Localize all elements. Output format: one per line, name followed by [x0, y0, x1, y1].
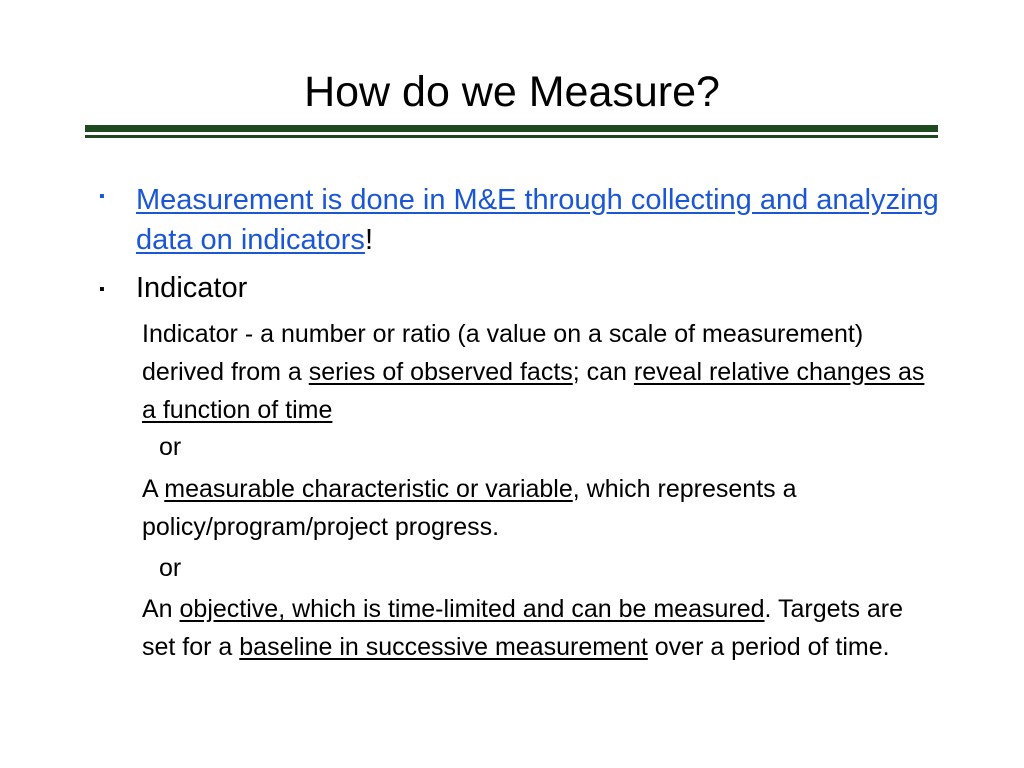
bullet-measurement — [136, 180, 956, 260]
definition-measurable-post: , which represents a policy/program/project progress. — [142, 475, 797, 541]
square-bullet-icon: ▪ — [99, 188, 105, 205]
definition-objective — [142, 590, 942, 666]
definition-indicator — [142, 315, 942, 429]
bullet-indicator: Indicator — [136, 272, 248, 304]
square-bullet-icon: ▪ — [99, 281, 105, 298]
bullet-measurement-trailing: ! — [364, 224, 373, 256]
or-separator: or — [159, 554, 182, 582]
definition-measurable — [142, 470, 942, 546]
slide-title: How do we Measure? — [304, 68, 720, 116]
underlined-observed-facts: series of observed facts — [308, 358, 573, 386]
title-divider-thin — [85, 135, 938, 138]
title-divider-thick — [85, 125, 938, 132]
or-separator: or — [159, 433, 182, 461]
underlined-objective: objective, which is time-limited and can be measured — [179, 595, 765, 623]
definition-indicator-text: Indicator - a number or ratio (a value on a scale of measurement) derived from a — [142, 320, 864, 386]
definition-objective-pre: An — [142, 595, 180, 623]
definition-objective-mid: . Targets are set for a — [142, 595, 904, 661]
underlined-baseline: baseline in successive measurement — [239, 633, 648, 661]
underlined-relative-changes: reveal relative changes as a function of time — [142, 358, 925, 424]
measurement-link[interactable]: Measurement is done in M&E through collecting and analyzing data on indicators — [136, 184, 939, 256]
underlined-measurable-characteristic: measurable characteristic or variable — [164, 475, 573, 503]
definition-indicator-mid: ; can — [572, 358, 634, 386]
definition-measurable-pre: A — [142, 475, 165, 503]
definition-objective-post: over a period of time. — [647, 633, 890, 661]
